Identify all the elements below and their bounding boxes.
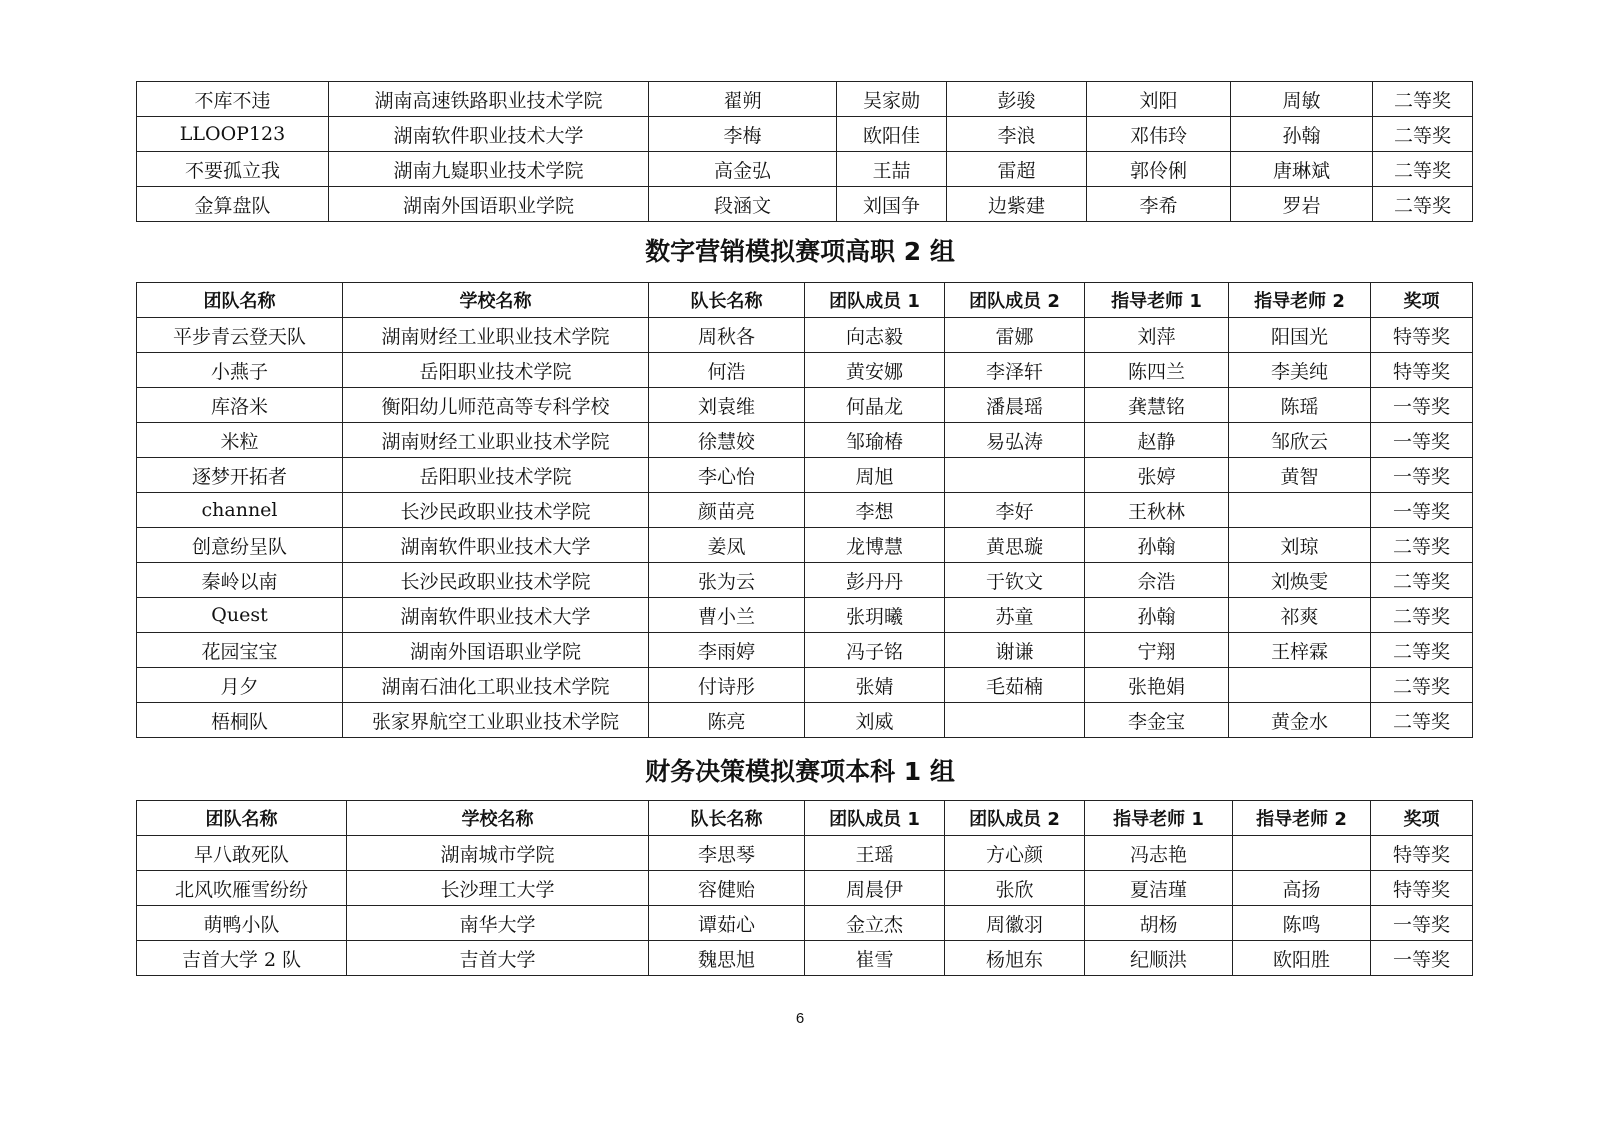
table-cell: 魏思旭 (649, 941, 805, 976)
award-table-digital-marketing (136, 282, 1473, 738)
column-header: 团队成员 1 (805, 283, 945, 318)
table-row (137, 353, 1473, 388)
table-cell: 湖南石油化工职业技术学院 (343, 668, 649, 703)
column-header: 队长名称 (649, 283, 805, 318)
table-cell: 一等奖 (1371, 941, 1473, 976)
table-row (137, 563, 1473, 598)
column-header: 团队成员 2 (945, 801, 1085, 836)
table-cell: 毛茹楠 (945, 668, 1085, 703)
table-cell: 库洛米 (137, 388, 343, 423)
table-cell: 金立杰 (805, 906, 945, 941)
table-row (137, 598, 1473, 633)
table-body (137, 318, 1473, 738)
column-header: 队长名称 (649, 801, 805, 836)
table-cell: 湖南财经工业职业技术学院 (343, 423, 649, 458)
table-cell: 花园宝宝 (137, 633, 343, 668)
table-cell: 黄金水 (1229, 703, 1371, 738)
table-cell: 二等奖 (1373, 82, 1473, 117)
column-header: 奖项 (1371, 283, 1473, 318)
table-cell: 金算盘队 (137, 187, 329, 222)
table-row (137, 187, 1473, 222)
table-header (137, 801, 1473, 836)
table-cell: 刘萍 (1085, 318, 1229, 353)
table-cell: 张婧 (805, 668, 945, 703)
section-title-digital-marketing: 数字营销模拟赛项高职 2 组 (645, 237, 955, 266)
table-cell: 邹欣云 (1229, 423, 1371, 458)
table-row (137, 703, 1473, 738)
table-cell: 孙翰 (1085, 528, 1229, 563)
table-row (137, 318, 1473, 353)
column-header: 学校名称 (343, 283, 649, 318)
table-row (137, 941, 1473, 976)
table-cell: 边紫建 (947, 187, 1087, 222)
table-cell: 长沙民政职业技术学院 (343, 563, 649, 598)
table-cell: 冯志艳 (1085, 836, 1233, 871)
table-cell: 湖南城市学院 (347, 836, 649, 871)
table-row (137, 82, 1473, 117)
column-header: 学校名称 (347, 801, 649, 836)
section-title-financial-decision: 财务决策模拟赛项本科 1 组 (645, 757, 955, 786)
table-cell: 王秋林 (1085, 493, 1229, 528)
table-cell: 二等奖 (1371, 598, 1473, 633)
table-row (137, 871, 1473, 906)
table-row (137, 633, 1473, 668)
table-cell: 雷超 (947, 152, 1087, 187)
table-cell: 颜苗亮 (649, 493, 805, 528)
table-cell: 何浩 (649, 353, 805, 388)
table-cell: 二等奖 (1371, 703, 1473, 738)
table-cell: 方心颜 (945, 836, 1085, 871)
table-row (137, 493, 1473, 528)
table-cell: 湖南外国语职业学院 (343, 633, 649, 668)
table-cell: 湖南软件职业技术大学 (329, 117, 649, 152)
table-cell: 周秋各 (649, 318, 805, 353)
table-cell: 李好 (945, 493, 1085, 528)
column-header: 指导老师 1 (1085, 801, 1233, 836)
table-cell: 高金弘 (649, 152, 837, 187)
table-cell: 欧阳佳 (837, 117, 947, 152)
table-cell: 湖南软件职业技术大学 (343, 598, 649, 633)
table-cell: 李想 (805, 493, 945, 528)
table-cell (945, 458, 1085, 493)
table-cell: 刘阳 (1087, 82, 1231, 117)
column-header: 指导老师 2 (1233, 801, 1371, 836)
table-cell: 崔雪 (805, 941, 945, 976)
table-cell: 邹瑜椿 (805, 423, 945, 458)
table-cell: 湖南外国语职业学院 (329, 187, 649, 222)
table-cell: 姜凤 (649, 528, 805, 563)
table-cell: 特等奖 (1371, 871, 1473, 906)
table-cell: 郭伶俐 (1087, 152, 1231, 187)
table-cell: 周徽羽 (945, 906, 1085, 941)
table-cell: 二等奖 (1371, 668, 1473, 703)
table-cell: 湖南软件职业技术大学 (343, 528, 649, 563)
column-header: 奖项 (1371, 801, 1473, 836)
table-cell: 湖南财经工业职业技术学院 (343, 318, 649, 353)
table-cell: LLOOP123 (137, 117, 329, 152)
table-cell: 二等奖 (1373, 152, 1473, 187)
table-cell: 王喆 (837, 152, 947, 187)
table-cell: 张为云 (649, 563, 805, 598)
table-cell: 衡阳幼儿师范高等专科学校 (343, 388, 649, 423)
table-cell: 二等奖 (1371, 633, 1473, 668)
table-cell: 李梅 (649, 117, 837, 152)
table-cell: 平步青云登天队 (137, 318, 343, 353)
table-cell: 宁翔 (1085, 633, 1229, 668)
table-cell: 徐慧姣 (649, 423, 805, 458)
table-row (137, 668, 1473, 703)
table-cell: 萌鸭小队 (137, 906, 347, 941)
table-cell: 早八敢死队 (137, 836, 347, 871)
table-cell: 李心怡 (649, 458, 805, 493)
table-cell: 梧桐队 (137, 703, 343, 738)
table-cell: 刘威 (805, 703, 945, 738)
table-body (137, 82, 1473, 222)
table-cell: 一等奖 (1371, 423, 1473, 458)
table-cell: 王梓霖 (1229, 633, 1371, 668)
table-cell: 刘袁维 (649, 388, 805, 423)
table-cell: 潘晨瑶 (945, 388, 1085, 423)
table-cell: 黄安娜 (805, 353, 945, 388)
table-cell: 吉首大学 (347, 941, 649, 976)
table-cell: 长沙民政职业技术学院 (343, 493, 649, 528)
table-cell: 邓伟玲 (1087, 117, 1231, 152)
table-cell: 刘国争 (837, 187, 947, 222)
table-cell: 一等奖 (1371, 493, 1473, 528)
table-cell: 向志毅 (805, 318, 945, 353)
table-cell: 不库不违 (137, 82, 329, 117)
table-cell: 李希 (1087, 187, 1231, 222)
table-cell: 米粒 (137, 423, 343, 458)
header-row (137, 801, 1473, 836)
table-cell: 南华大学 (347, 906, 649, 941)
table-cell: 创意纷呈队 (137, 528, 343, 563)
table-cell: 岳阳职业技术学院 (343, 353, 649, 388)
column-header: 指导老师 2 (1229, 283, 1371, 318)
table-row (137, 836, 1473, 871)
table-cell: 特等奖 (1371, 836, 1473, 871)
table-row (137, 458, 1473, 493)
table-cell: 二等奖 (1373, 187, 1473, 222)
table-cell: 秦岭以南 (137, 563, 343, 598)
header-row (137, 283, 1473, 318)
table-cell: 于钦文 (945, 563, 1085, 598)
table-cell: 罗岩 (1231, 187, 1373, 222)
table-cell: 李美纯 (1229, 353, 1371, 388)
table-cell: 张玥曦 (805, 598, 945, 633)
table-cell: 佘浩 (1085, 563, 1229, 598)
table-cell: 唐琳斌 (1231, 152, 1373, 187)
table-cell: 张婷 (1085, 458, 1229, 493)
table-cell: 龚慧铭 (1085, 388, 1229, 423)
table-cell: 曹小兰 (649, 598, 805, 633)
table-cell: 欧阳胜 (1233, 941, 1371, 976)
table-cell (1229, 668, 1371, 703)
table-cell: 刘焕雯 (1229, 563, 1371, 598)
table-row (137, 117, 1473, 152)
table-cell: 陈亮 (649, 703, 805, 738)
table-cell: 小燕子 (137, 353, 343, 388)
table-cell: 逐梦开拓者 (137, 458, 343, 493)
table-cell: 周敏 (1231, 82, 1373, 117)
column-header: 团队成员 2 (945, 283, 1085, 318)
table-cell: channel (137, 493, 343, 528)
table-cell: 雷娜 (945, 318, 1085, 353)
table-cell: 陈鸣 (1233, 906, 1371, 941)
table-row (137, 152, 1473, 187)
table-cell: 孙翰 (1231, 117, 1373, 152)
table-cell: 李浪 (947, 117, 1087, 152)
table-cell: 湖南九嶷职业技术学院 (329, 152, 649, 187)
table-cell: 谭茹心 (649, 906, 805, 941)
table-row (137, 906, 1473, 941)
table-row (137, 528, 1473, 563)
table-row (137, 423, 1473, 458)
table-cell: Quest (137, 598, 343, 633)
table-cell: 不要孤立我 (137, 152, 329, 187)
table-cell: 祁爽 (1229, 598, 1371, 633)
table-cell: 北风吹雁雪纷纷 (137, 871, 347, 906)
table-cell: 特等奖 (1371, 353, 1473, 388)
table-cell: 张艳娟 (1085, 668, 1229, 703)
column-header: 团队名称 (137, 283, 343, 318)
table-cell: 何晶龙 (805, 388, 945, 423)
table-cell: 黄思璇 (945, 528, 1085, 563)
table-cell: 段涵文 (649, 187, 837, 222)
table-cell: 黄智 (1229, 458, 1371, 493)
table-cell: 陈四兰 (1085, 353, 1229, 388)
page-number: 6 (795, 1010, 805, 1027)
table-cell (1229, 493, 1371, 528)
table-cell: 张欣 (945, 871, 1085, 906)
column-header: 团队名称 (137, 801, 347, 836)
award-table-financial-decision (136, 800, 1473, 976)
table-cell: 长沙理工大学 (347, 871, 649, 906)
table-cell: 彭骏 (947, 82, 1087, 117)
table-cell: 一等奖 (1371, 906, 1473, 941)
table-cell: 冯子铭 (805, 633, 945, 668)
table-cell: 苏童 (945, 598, 1085, 633)
table-cell: 陈瑶 (1229, 388, 1371, 423)
table-cell (1233, 836, 1371, 871)
table-body (137, 836, 1473, 976)
table-cell: 岳阳职业技术学院 (343, 458, 649, 493)
table-cell: 二等奖 (1371, 528, 1473, 563)
table-cell: 彭丹丹 (805, 563, 945, 598)
table-cell: 一等奖 (1371, 458, 1473, 493)
table-cell: 一等奖 (1371, 388, 1473, 423)
table-cell: 孙翰 (1085, 598, 1229, 633)
table-cell: 王瑶 (805, 836, 945, 871)
table-cell (945, 703, 1085, 738)
table-cell: 谢谦 (945, 633, 1085, 668)
table-cell: 纪顺洪 (1085, 941, 1233, 976)
table-cell: 特等奖 (1371, 318, 1473, 353)
table-cell: 阳国光 (1229, 318, 1371, 353)
table-cell: 龙博慧 (805, 528, 945, 563)
table-cell: 吴家勋 (837, 82, 947, 117)
table-cell: 吉首大学 2 队 (137, 941, 347, 976)
table-cell: 月夕 (137, 668, 343, 703)
table-cell: 周旭 (805, 458, 945, 493)
table-cell: 李雨婷 (649, 633, 805, 668)
table-header (137, 283, 1473, 318)
table-cell: 刘琼 (1229, 528, 1371, 563)
table-cell: 李泽轩 (945, 353, 1085, 388)
table-cell: 李金宝 (1085, 703, 1229, 738)
table-cell: 容健贻 (649, 871, 805, 906)
table-cell: 赵静 (1085, 423, 1229, 458)
table-cell: 二等奖 (1373, 117, 1473, 152)
table-cell: 李思琴 (649, 836, 805, 871)
table-cell: 夏洁瑾 (1085, 871, 1233, 906)
table-row (137, 388, 1473, 423)
table-cell: 杨旭东 (945, 941, 1085, 976)
award-table-continued (136, 81, 1473, 222)
table-cell: 周晨伊 (805, 871, 945, 906)
table-cell: 高扬 (1233, 871, 1371, 906)
column-header: 指导老师 1 (1085, 283, 1229, 318)
table-cell: 易弘涛 (945, 423, 1085, 458)
table-cell: 付诗彤 (649, 668, 805, 703)
table-cell: 张家界航空工业职业技术学院 (343, 703, 649, 738)
table-cell: 二等奖 (1371, 563, 1473, 598)
column-header: 团队成员 1 (805, 801, 945, 836)
table-cell: 胡杨 (1085, 906, 1233, 941)
table-cell: 翟朔 (649, 82, 837, 117)
table-cell: 湖南高速铁路职业技术学院 (329, 82, 649, 117)
